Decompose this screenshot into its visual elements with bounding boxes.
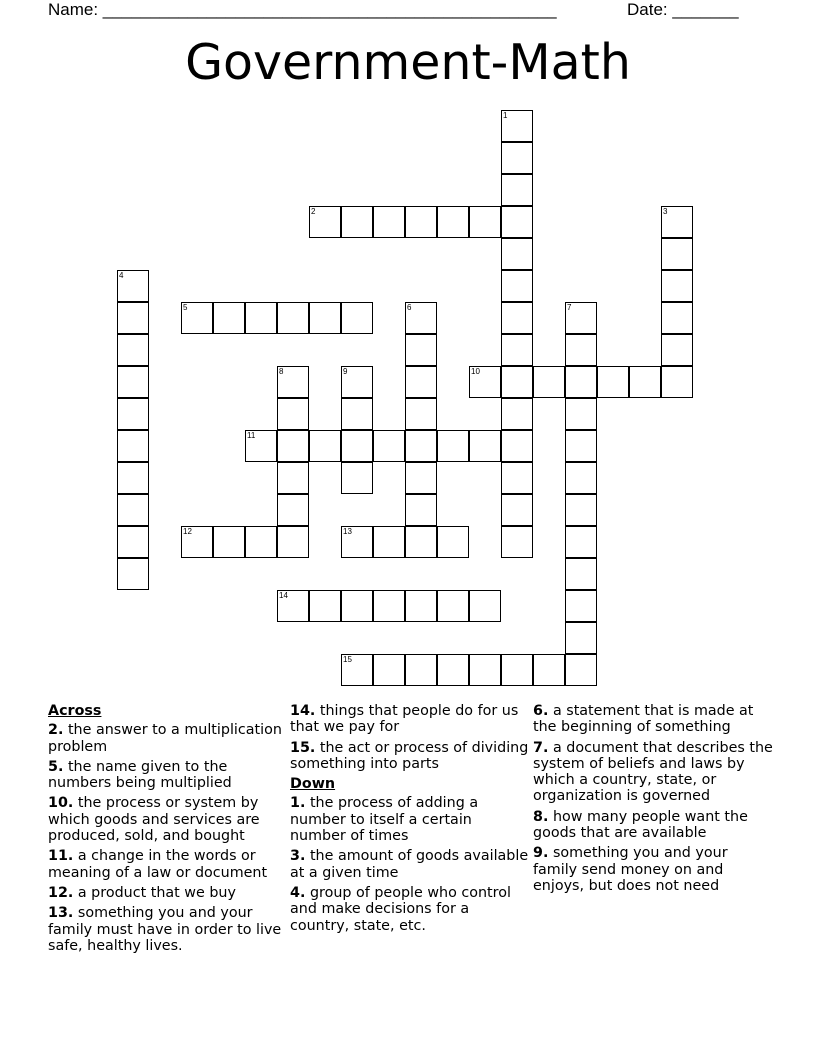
name-field: Name: ________________________________________________: [48, 0, 557, 19]
across-clue: [48, 722, 283, 755]
clue-number: 8.: [533, 808, 549, 825]
down-clue: [533, 809, 773, 842]
clue-text: a document that describes the system of beliefs and laws by which a country, state, or organization is governed: [533, 739, 773, 805]
grid-cell[interactable]: [405, 206, 437, 238]
cell-number: 3: [663, 207, 668, 216]
grid-cell[interactable]: [565, 654, 597, 686]
grid-cell[interactable]: [405, 526, 437, 558]
clue-number: 11.: [48, 848, 74, 865]
grid-cell[interactable]: [245, 526, 277, 558]
grid-cell[interactable]: [501, 206, 533, 238]
clue-number: 2.: [48, 722, 64, 739]
grid-cell[interactable]: [437, 526, 469, 558]
grid-cell[interactable]: [341, 366, 373, 398]
grid-cell[interactable]: [309, 206, 341, 238]
across-clue: [48, 848, 283, 881]
grid-cell[interactable]: [533, 366, 565, 398]
grid-cell[interactable]: [565, 334, 597, 366]
grid-cell[interactable]: [341, 206, 373, 238]
clue-number: 4.: [290, 884, 306, 901]
grid-cell[interactable]: [469, 430, 501, 462]
grid-cell[interactable]: [501, 174, 533, 206]
grid-cell[interactable]: [501, 238, 533, 270]
clue-text: the act or process of dividing something into parts: [290, 739, 529, 772]
grid-cell[interactable]: [309, 430, 341, 462]
grid-cell[interactable]: [437, 206, 469, 238]
cell-number: 8: [279, 367, 284, 376]
cell-number: 9: [343, 367, 348, 376]
clue-column-1: [48, 703, 283, 958]
down-clue: [533, 703, 773, 736]
grid-cell[interactable]: [565, 590, 597, 622]
grid-cell[interactable]: [117, 558, 149, 590]
grid-cell[interactable]: [501, 302, 533, 334]
grid-cell[interactable]: [405, 462, 437, 494]
clue-text: the process of adding a number to itself a certain number of times: [290, 795, 479, 845]
grid-cell[interactable]: [117, 526, 149, 558]
cell-number: 12: [183, 527, 192, 536]
grid-cell[interactable]: [309, 302, 341, 334]
grid-cell[interactable]: [213, 526, 245, 558]
clue-text: the name given to the numbers being multiplied: [48, 758, 232, 792]
grid-cell[interactable]: [117, 462, 149, 494]
cell-number: 5: [183, 303, 188, 312]
grid-cell[interactable]: [117, 398, 149, 430]
grid-cell[interactable]: [565, 558, 597, 590]
page-title: Government-Math: [185, 34, 631, 91]
grid-cell[interactable]: [213, 302, 245, 334]
clue-number: 15.: [290, 739, 316, 756]
grid-cell[interactable]: [437, 590, 469, 622]
grid-cell[interactable]: [117, 334, 149, 366]
clue-text: something you and your family must have in order to live safe, healthy lives.: [48, 905, 282, 954]
cell-number: 2: [311, 207, 316, 216]
clue-number: 12.: [48, 884, 74, 901]
grid-cell[interactable]: [117, 430, 149, 462]
down-heading: Down: [290, 776, 336, 793]
clue-column-3: [533, 703, 773, 898]
grid-cell[interactable]: [565, 430, 597, 462]
grid-cell[interactable]: [373, 526, 405, 558]
grid-cell[interactable]: [341, 398, 373, 430]
grid-cell[interactable]: [661, 334, 693, 366]
grid-cell[interactable]: [501, 494, 533, 526]
clue-number: 13.: [48, 905, 74, 922]
grid-cell[interactable]: [277, 398, 309, 430]
grid-cell[interactable]: [373, 654, 405, 686]
date-field: Date: _______: [627, 0, 739, 19]
grid-cell[interactable]: [277, 302, 309, 334]
cell-number: 1: [503, 111, 508, 120]
clue-text: a product that we buy: [77, 884, 236, 901]
grid-cell[interactable]: [469, 366, 501, 398]
grid-cell[interactable]: [533, 654, 565, 686]
grid-cell[interactable]: [277, 366, 309, 398]
down-clue: [533, 845, 773, 894]
grid-cell[interactable]: [501, 334, 533, 366]
grid-cell[interactable]: [309, 590, 341, 622]
grid-cell[interactable]: [405, 590, 437, 622]
clue-text: the process or system by which goods and services are produced, sold, and bought: [48, 795, 260, 845]
grid-cell[interactable]: [277, 590, 309, 622]
grid-cell[interactable]: [373, 206, 405, 238]
across-clue: [48, 905, 283, 954]
grid-cell[interactable]: [373, 590, 405, 622]
grid-cell[interactable]: [661, 270, 693, 302]
grid-cell[interactable]: [341, 590, 373, 622]
grid-cell[interactable]: [565, 526, 597, 558]
grid-cell[interactable]: [245, 430, 277, 462]
grid-cell[interactable]: [405, 430, 437, 462]
grid-cell[interactable]: [501, 366, 533, 398]
grid-cell[interactable]: [341, 462, 373, 494]
grid-cell[interactable]: [277, 430, 309, 462]
down-clue: [290, 795, 530, 844]
grid-cell[interactable]: [469, 654, 501, 686]
grid-cell[interactable]: [181, 526, 213, 558]
clue-number: 5.: [48, 758, 64, 775]
grid-cell[interactable]: [245, 302, 277, 334]
clue-number: 3.: [290, 848, 306, 865]
grid-cell[interactable]: [373, 430, 405, 462]
cell-number: 4: [119, 271, 124, 280]
grid-cell[interactable]: [341, 654, 373, 686]
clue-text: a statement that is made at the beginning of something: [533, 703, 754, 736]
grid-cell[interactable]: [181, 302, 213, 334]
grid-cell[interactable]: [565, 398, 597, 430]
cell-number: 14: [279, 591, 288, 600]
grid-cell[interactable]: [405, 494, 437, 526]
across-clue: [48, 759, 283, 792]
clue-text: things that people do for us that we pay for: [290, 703, 519, 736]
clue-number: 1.: [290, 795, 306, 812]
grid-cell[interactable]: [501, 398, 533, 430]
grid-cell[interactable]: [341, 430, 373, 462]
clue-number: 14.: [290, 703, 316, 719]
grid-cell[interactable]: [501, 462, 533, 494]
grid-cell[interactable]: [405, 302, 437, 334]
cell-number: 6: [407, 303, 412, 312]
grid-cell[interactable]: [405, 366, 437, 398]
cell-number: 7: [567, 303, 572, 312]
grid-cell[interactable]: [565, 462, 597, 494]
clue-number: 7.: [533, 739, 549, 756]
down-clue: [533, 740, 773, 805]
clue-text: a change in the words or meaning of a law or document: [48, 848, 268, 881]
clue-number: 10.: [48, 795, 74, 812]
grid-cell[interactable]: [565, 622, 597, 654]
grid-cell[interactable]: [341, 526, 373, 558]
grid-cell[interactable]: [501, 110, 533, 142]
grid-cell[interactable]: [501, 142, 533, 174]
grid-cell[interactable]: [437, 430, 469, 462]
grid-cell[interactable]: [405, 334, 437, 366]
grid-cell[interactable]: [277, 494, 309, 526]
cell-number: 10: [471, 367, 480, 376]
grid-cell[interactable]: [629, 366, 661, 398]
grid-cell[interactable]: [661, 302, 693, 334]
across-heading: Across: [48, 703, 102, 719]
grid-cell[interactable]: [469, 206, 501, 238]
cell-number: 15: [343, 655, 352, 664]
grid-cell[interactable]: [661, 206, 693, 238]
clue-text: something you and your family send money on and enjoys, but does not need: [533, 845, 728, 894]
clue-text: how many people want the goods that are available: [533, 808, 748, 842]
cell-number: 11: [247, 431, 256, 440]
grid-cell[interactable]: [341, 302, 373, 334]
down-clue: [290, 885, 530, 934]
grid-cell[interactable]: [117, 494, 149, 526]
across-clue: [290, 703, 530, 736]
cell-number: 13: [343, 527, 352, 536]
grid-cell[interactable]: [661, 238, 693, 270]
grid-cell[interactable]: [565, 494, 597, 526]
across-clue: [48, 795, 283, 844]
grid-cell[interactable]: [501, 526, 533, 558]
grid-cell[interactable]: [565, 366, 597, 398]
grid-cell[interactable]: [501, 654, 533, 686]
grid-cell[interactable]: [117, 366, 149, 398]
down-clue: [290, 848, 530, 881]
grid-cell[interactable]: [469, 590, 501, 622]
grid-cell[interactable]: [661, 366, 693, 398]
grid-cell[interactable]: [277, 526, 309, 558]
grid-cell[interactable]: [437, 654, 469, 686]
grid-cell[interactable]: [405, 398, 437, 430]
grid-cell[interactable]: [117, 270, 149, 302]
grid-cell[interactable]: [597, 366, 629, 398]
grid-cell[interactable]: [565, 302, 597, 334]
clue-text: the answer to a multiplication problem: [48, 722, 282, 755]
clue-number: 6.: [533, 703, 549, 719]
grid-cell[interactable]: [501, 270, 533, 302]
across-clue: [48, 885, 283, 901]
grid-cell[interactable]: [501, 430, 533, 462]
grid-cell[interactable]: [117, 302, 149, 334]
clue-text: group of people who control and make decisions for a country, state, etc.: [290, 884, 511, 934]
clue-text: the amount of goods available at a given time: [290, 848, 529, 881]
across-clue: [290, 740, 530, 773]
clue-number: 9.: [533, 845, 549, 862]
grid-cell[interactable]: [277, 462, 309, 494]
clue-column-2: [290, 703, 530, 938]
grid-cell[interactable]: [405, 654, 437, 686]
